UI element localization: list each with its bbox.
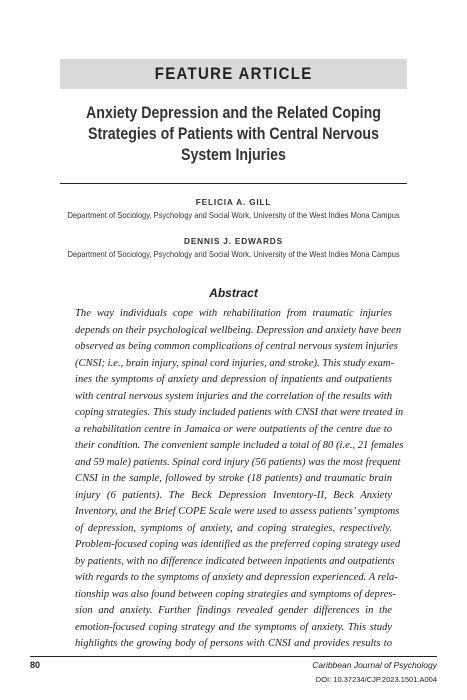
author-name: DENNIS J. EDWARDS <box>184 236 283 246</box>
article-title <box>40 103 427 166</box>
title-line: System Injuries <box>181 146 286 164</box>
abstract-line: and 59 male) patients. Spinal cord injury (56 patients) was the most frequent <box>75 456 401 468</box>
journal-name: Caribbean Journal of Psychology <box>312 660 437 670</box>
page-number: 80 <box>30 660 41 670</box>
abstract-line: emotion-focused coping strategy and the symptoms of anxiety. This study <box>75 621 392 633</box>
abstract-line: Problem-focused coping was identified as the preferred coping strategy used <box>75 539 401 550</box>
doi-text: DOI: 10.37234/CJP.2023.1501.A004 <box>315 675 437 684</box>
abstract-line: Inventory, and the Brief COPE Scale were used to assess patients’ symptoms <box>75 506 400 517</box>
abstract-line: highlights the growing body of persons with CNSI and provides results to <box>75 638 392 649</box>
abstract-line: observed as being common complications of central nervous system injuries <box>75 341 398 352</box>
abstract-line: (CNSI; i.e., brain injury, spinal cord injuries, and stroke). This study exam- <box>75 357 395 369</box>
author-affiliation: Department of Sociology, Psychology and Social Work, University of the West Indies Mona Campus <box>67 249 400 259</box>
abstract-line: their condition. The convenient sample included a total of 80 (i.e., 21 females <box>75 440 404 451</box>
abstract-body <box>75 306 404 653</box>
footer-divider <box>30 656 437 657</box>
abstract-line: depends on their psychological wellbeing. Depression and anxiety have been <box>75 324 402 336</box>
abstract-line: injury (6 patients). The Beck Depression Inventory-II, Beck Anxiety <box>75 489 392 501</box>
abstract-line: with central nervous system injuries and the correlation of the results with <box>75 390 392 402</box>
abstract-line: ines the symptoms of anxiety and depression of inpatients and outpatients <box>75 374 392 385</box>
author-name: FELICIA A. GILL <box>195 197 272 207</box>
author-affiliation: Department of Sociology, Psychology and Social Work, University of the West Indies Mona Campus <box>67 210 400 220</box>
abstract-heading: Abstract <box>209 286 258 300</box>
abstract-line: coping strategies. This study included patients with CNSI that were treated in <box>75 407 404 418</box>
title-line: Strategies of Patients with Central Nervous <box>88 125 379 143</box>
banner-label: FEATURE ARTICLE <box>154 64 313 83</box>
abstract-line: by patients, with no difference indicated between inpatients and outpatients <box>75 555 395 567</box>
title-divider <box>60 183 407 184</box>
abstract-line: sion and anxiety. Further findings revealed gender differences in the <box>75 605 392 616</box>
feature-article-banner <box>60 59 407 89</box>
title-line: Anxiety Depression and the Related Coping <box>86 104 381 122</box>
abstract-line: with regards to the symptoms of anxiety and depression experienced. A rela- <box>75 572 398 583</box>
abstract-line: a rehabilitation centre in Jamaica or were outpatients of the centre due to <box>75 423 392 435</box>
abstract-line: tionship was also found between coping strategies and symptoms of depres- <box>75 588 396 600</box>
abstract-line: The way individuals cope with rehabilitation from traumatic injuries <box>75 308 392 319</box>
abstract-line: CNSI in the sample, followed by stroke (18 patients) and traumatic brain <box>75 473 392 484</box>
abstract-line: of depression, symptoms of anxiety, and coping strategies, respectively. <box>75 522 392 534</box>
